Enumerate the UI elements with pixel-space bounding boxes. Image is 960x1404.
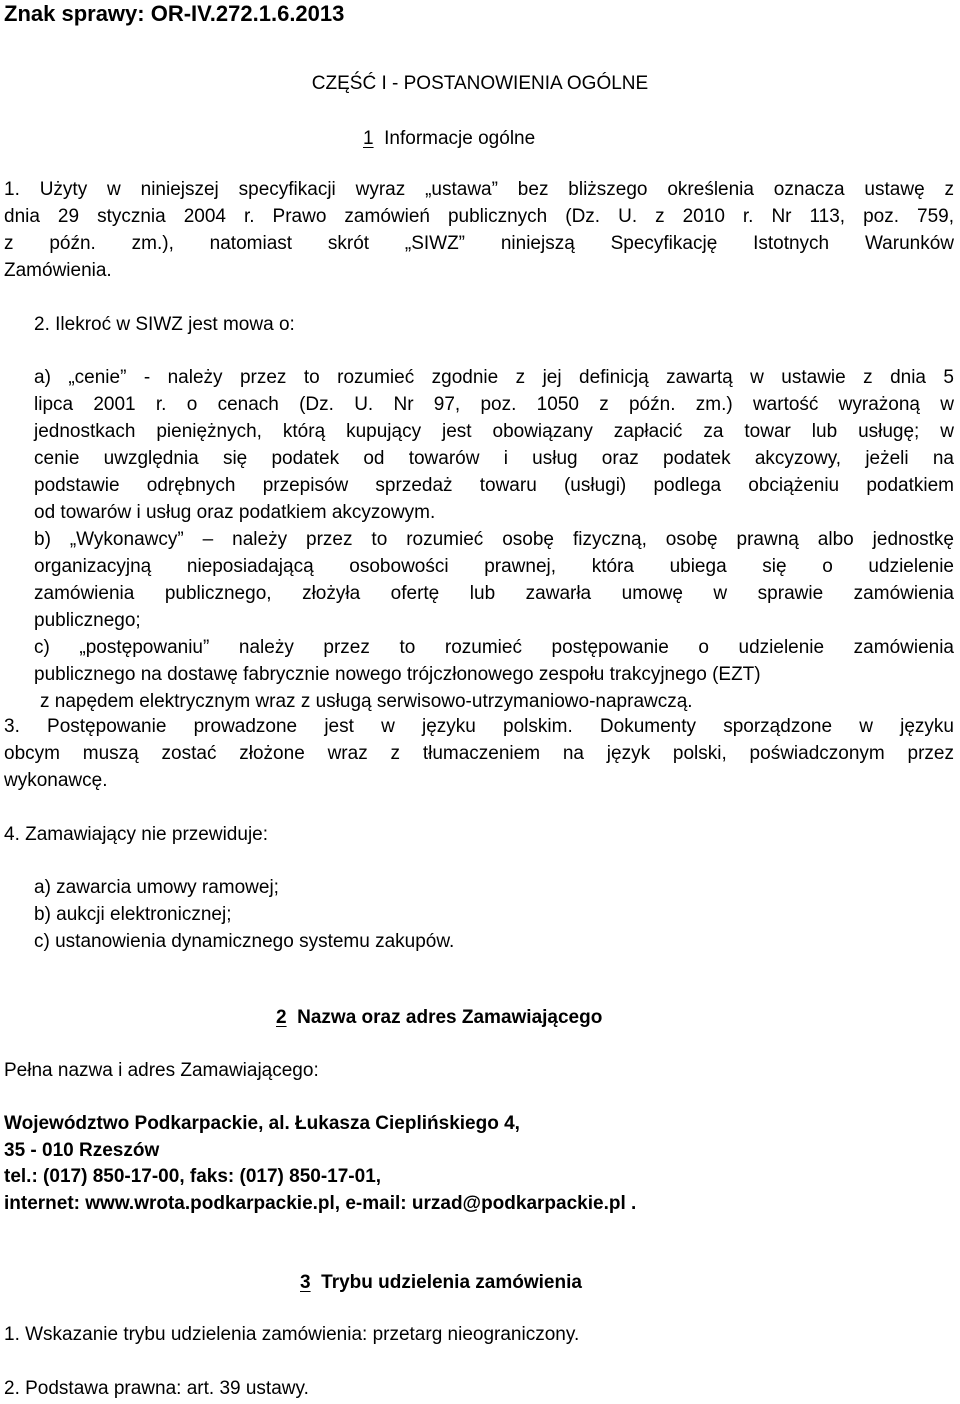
section-2-heading — [276, 1006, 602, 1030]
p1-line-4: Zamówienia. — [4, 260, 112, 281]
section-3-heading — [300, 1271, 582, 1295]
p3-line-1: 3. Postępowanie prowadzone jest w języku polskim. Dokumenty sporządzone w języku — [4, 716, 954, 737]
p1-line-1: 1. Użyty w niniejszej specyfikacji wyraz „ustawa” bez bliższego określenia oznacza ustawę z — [4, 179, 954, 200]
p4-item-a: a) zawarcia umowy ramowej; — [34, 877, 279, 898]
case-number: Znak sprawy: OR-IV.272.1.6.2013 — [4, 1, 345, 26]
section-2-title: Nazwa oraz adres Zamawiającego — [297, 1007, 603, 1028]
authority-line-1: Województwo Podkarpackie, al. Łukasza Cieplińskiego 4, — [4, 1113, 520, 1134]
def-line-8: organizacyjną nieposiadającą osobowości prawnej, która ubiega się o udzielenie — [34, 556, 954, 577]
p4-item-c: c) ustanowienia dynamicznego systemu zakupów. — [34, 931, 455, 952]
p3-line-3: wykonawcę. — [4, 770, 108, 791]
procedure-item-2: 2. Podstawa prawna: art. 39 ustawy. — [4, 1378, 309, 1399]
def-line-4: cenie uwzględnia się podatek od towarów i usług oraz podatek akcyzowy, jeżeli na — [34, 448, 954, 469]
p1-line-3: z późn. zm.), natomiast skrót „SIWZ” niniejszą Specyfikację Istotnych Warunków — [4, 233, 954, 254]
def-line-6: od towarów i usług oraz podatkiem akcyzowym. — [34, 502, 436, 523]
section-3-title: Trybu udzielenia zamówienia — [321, 1272, 582, 1293]
def-line-3: jednostkach pieniężnych, którą kupujący jest obowiązany zapłacić za towar lub usługę; w — [34, 421, 954, 442]
p1-line-2: dnia 29 stycznia 2004 r. Prawo zamówień publicznych (Dz. U. z 2010 r. Nr 113, poz. 759, — [4, 206, 954, 227]
authority-line-2: 35 - 010 Rzeszów — [4, 1140, 160, 1161]
part-title-text: CZĘŚĆ I - POSTANOWIENIA OGÓLNE — [311, 73, 649, 94]
p3-line-2: obcym muszą zostać złożone wraz z tłumaczeniem na język polski, poświadczonym przez — [4, 743, 954, 764]
p4-text: 4. Zamawiający nie przewiduje: — [4, 824, 269, 845]
section-3-number: 3 — [300, 1272, 311, 1293]
def-line-13: z napędem elektrycznym wraz z usługą serwisowo-utrzymaniowo-naprawczą. — [40, 691, 693, 712]
def-line-7: b) „Wykonawcy” – należy przez to rozumieć osobę fizyczną, osobę prawną albo jednostkę — [34, 529, 954, 550]
procedure-item-1: 1. Wskazanie trybu udzielenia zamówienia: przetarg nieograniczony. — [4, 1324, 580, 1345]
section-1-number: 1 — [363, 128, 374, 149]
section-2-number: 2 — [276, 1007, 287, 1028]
def-line-11: c) „postępowaniu” należy przez to rozumieć postępowanie o udzielenie zamówienia — [34, 637, 954, 658]
p2-text: 2. Ilekroć w SIWZ jest mowa o: — [34, 314, 295, 335]
def-line-10: publicznego; — [34, 610, 141, 631]
def-line-5: podstawie odrębnych przepisów sprzedaż towaru (usługi) podlega obciążeniu podatkiem — [34, 475, 954, 496]
def-line-9: zamówienia publicznego, złożyła ofertę lub zawarła umowę w sprawie zamówienia — [34, 583, 954, 604]
authority-line-4: internet: www.wrota.podkarpackie.pl, e-mail: urzad@podkarpackie.pl . — [4, 1193, 637, 1214]
def-line-12: publicznego na dostawę fabrycznie nowego trójczłonowego zespołu trakcyjnego (EZT) — [34, 664, 761, 685]
section-1-heading — [363, 127, 535, 151]
p4-item-b: b) aukcji elektronicznej; — [34, 904, 232, 925]
def-line-1: a) „cenie” - należy przez to rozumieć zgodnie z jej definicją zawartą w ustawie z dnia 5 — [34, 367, 954, 388]
authority-label: Pełna nazwa i adres Zamawiającego: — [4, 1060, 319, 1081]
authority-line-3: tel.: (017) 850-17-00, faks: (017) 850-17-01, — [4, 1166, 382, 1187]
part-title — [0, 72, 960, 96]
def-line-2: lipca 2001 r. o cenach (Dz. U. Nr 97, poz. 1050 z późn. zm.) wartość wyrażoną w — [34, 394, 954, 415]
section-1-title: Informacje ogólne — [384, 128, 536, 149]
